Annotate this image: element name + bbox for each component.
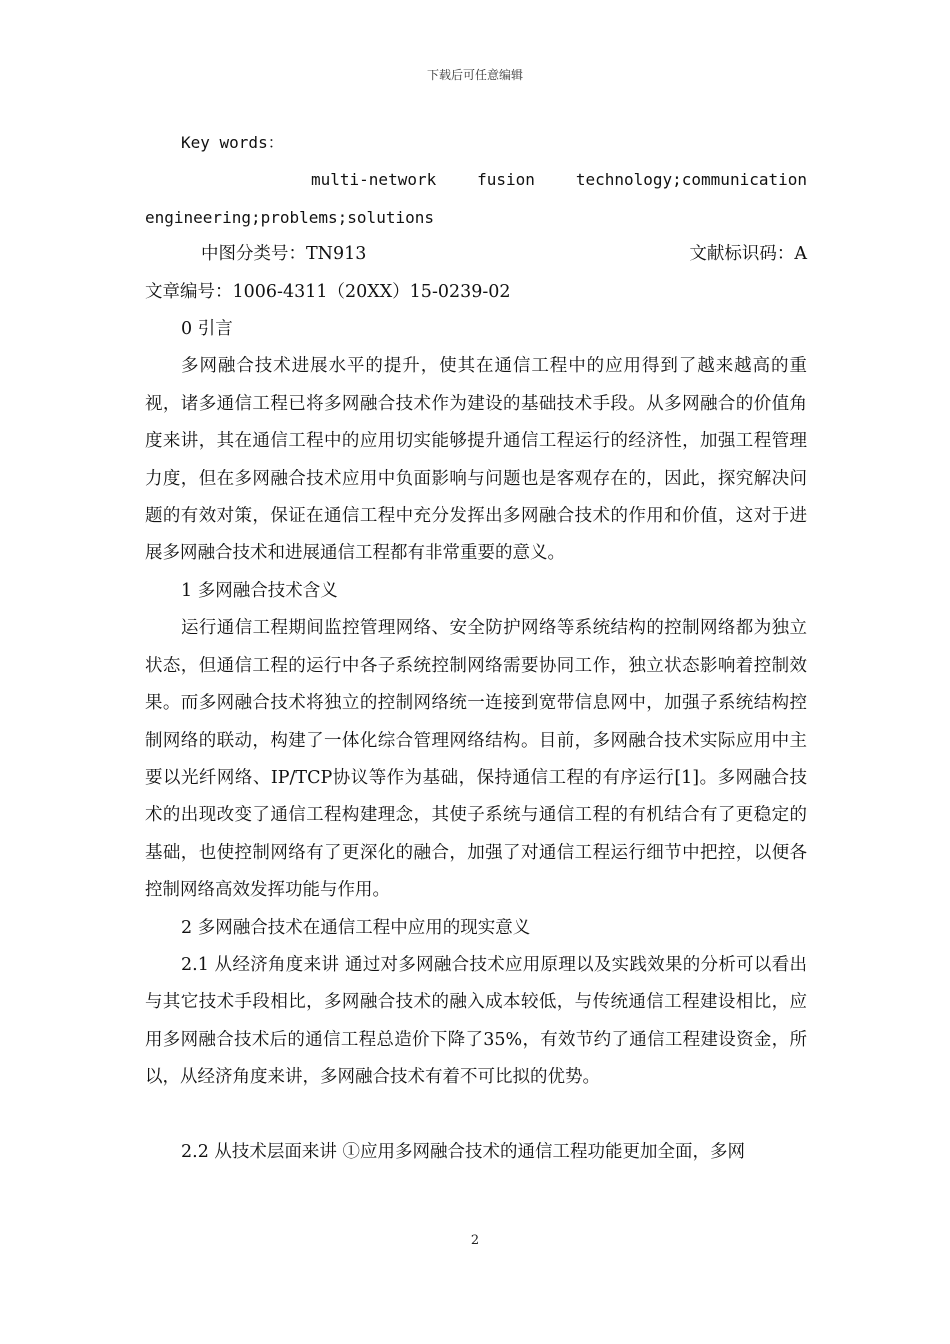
- keyword-3: technology;communication: [575, 170, 807, 190]
- clc-number: 中图分类号：TN913: [201, 244, 367, 265]
- paragraph-intro: 多网融合技术进展水平的提升，使其在通信工程中的应用得到了越来越高的重视，诸多通信工程已将多网融合技术作为建设的基础技术手段。从多网融合的价值角度来讲，其在通信工程中的应用切实能够提升通信工程运行的经济性，加强工程管理力度，但在多网融合技术应用中负面影响与问题也是客观存在的，因此，探究解决问题的有效对策，保证在通信工程中充分发挥出多网融合技术的作用和价值，这对于进展多网融合技术和进展通信工程都有非常重要的意义。: [145, 356, 807, 564]
- keywords-line-2: engineering;problems;solutions: [145, 207, 434, 227]
- page-number: 2: [470, 1233, 480, 1248]
- keyword-1: multi-network: [311, 170, 437, 190]
- section-heading-0: 0 引言: [181, 319, 233, 340]
- paragraph-2-2: 2.2 从技术层面来讲 ①应用多网融合技术的通信工程功能更加全面，多网: [181, 1141, 745, 1162]
- page-header: 下载后可任意编辑: [426, 68, 523, 82]
- keywords-label: Key words：: [181, 133, 284, 152]
- keyword-2: fusion: [477, 170, 535, 190]
- document-code: 文献标识码：A: [689, 244, 807, 265]
- keywords-line-1: [145, 161, 807, 198]
- paragraph-2-1: 2.1 从经济角度来讲 通过对多网融合技术应用原理以及实践效果的分析可以看出与其它技术手段相比，多网融合技术的融入成本较低，与传统通信工程建设相比，应用多网融合技术后的通信工程总造价下降了35%，有效节约了通信工程建设资金，所以，从经济角度来讲，多网融合技术有着不可比拟的优势。: [145, 954, 807, 1088]
- paragraph-1: 运行通信工程期间监控管理网络、安全防护网络等系统结构的控制网络都为独立状态，但通信工程的运行中各子系统控制网络需要协同工作，独立状态影响着控制效果。而多网融合技术将独立的控制网络统一连接到宽带信息网中，加强子系统结构控制网络的联动，构建了一体化综合管理网络结构。目前，多网融合技术实际应用中主要以光纤网络、IP/TCP协议等作为基础，保持通信工程的有序运行[1]。多网融合技术的出现改变了通信工程构建理念，其使子系统与通信工程的有机结合有了更稳定的基础，也使控制网络有了更深化的融合，加强了对通信工程运行细节中把控，以便各控制网络高效发挥功能与作用。: [145, 618, 807, 901]
- section-heading-2: 2 多网融合技术在通信工程中应用的现实意义: [181, 917, 531, 938]
- article-number: 文章编号：1006-4311（20XX）15-0239-02: [145, 281, 511, 302]
- document-body: [145, 124, 807, 1171]
- section-heading-1: 1 多网融合技术含义: [181, 580, 338, 601]
- classification-line: [145, 236, 807, 273]
- paragraph-gap: [145, 1097, 807, 1134]
